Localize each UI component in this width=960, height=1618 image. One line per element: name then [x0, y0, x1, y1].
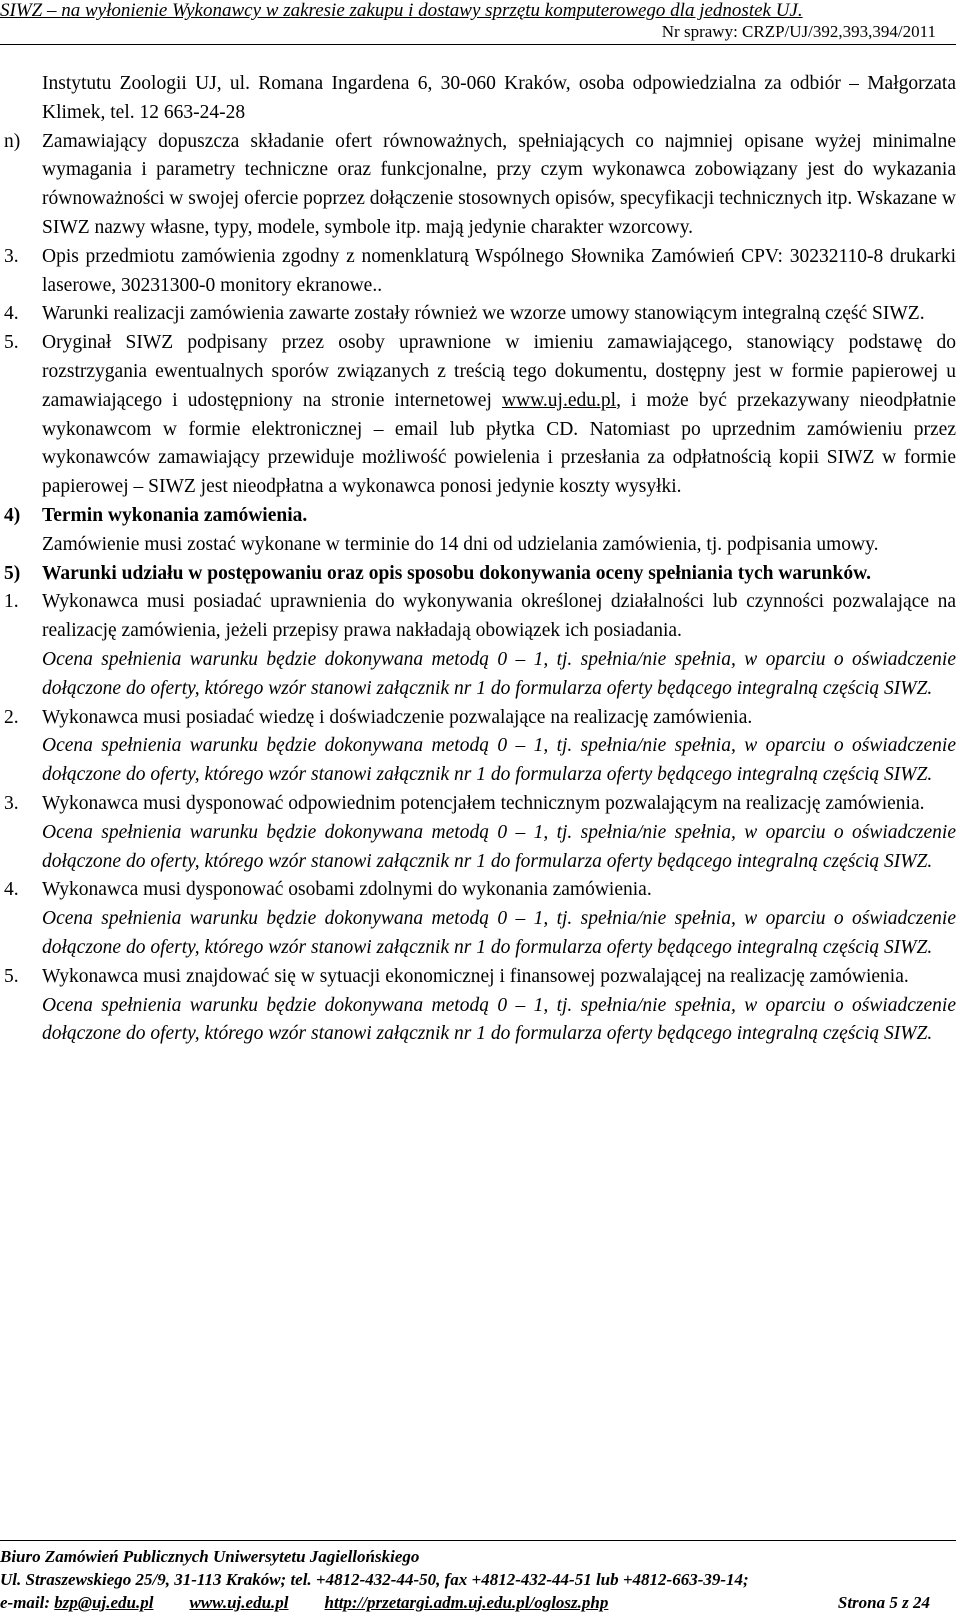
condition-1-assessment	[0, 646, 956, 704]
section-5-heading	[0, 560, 956, 589]
condition-text: Wykonawca musi posiadać uprawnienia do wykonywania określonej działalności lub czynności pozwalające na realizację zamówienia, jeżeli przepisy prawa nakładają obowiązek ich posiadania.	[42, 591, 956, 642]
email-link[interactable]: bzp@uj.edu.pl	[54, 1593, 154, 1612]
condition-5-assessment	[0, 992, 956, 1050]
footer-contacts	[0, 1592, 930, 1613]
item-text: Warunki realizacji zamówienia zawarte zostały również we wzorze umowy stanowiącym integralną część SIWZ.	[42, 303, 925, 325]
section-title: Warunki udziału w postępowaniu oraz opis sposobu dokonywania oceny spełniania tych warunków.	[42, 562, 871, 584]
condition-marker: 3.	[4, 792, 19, 814]
website-link[interactable]: www.uj.edu.pl	[189, 1593, 289, 1612]
email-label: e-mail:	[0, 1593, 55, 1612]
assessment-text: Ocena spełnienia warunku będzie dokonywana metodą 0 – 1, tj. spełnia/nie spełnia, w oparciu o oświadczenie dołączone do oferty, którego wzór stanowi załącznik nr 1 do formularza oferty będącego integralną częścią SIWZ.	[42, 735, 956, 786]
item-4	[0, 300, 956, 329]
section-title: Termin wykonania zamówienia.	[42, 504, 308, 526]
tenders-link[interactable]: http://przetargi.adm.uj.edu.pl/oglosz.php	[324, 1593, 609, 1612]
page-number: Strona 5 z 24	[837, 1593, 930, 1612]
item-marker: 4.	[4, 303, 19, 325]
item-marker: 5.	[4, 332, 19, 354]
item-n	[0, 128, 956, 243]
condition-text: Wykonawca musi posiadać wiedzę i doświadczenie pozwalające na realizację zamówienia.	[42, 706, 753, 728]
section-marker: 5)	[4, 562, 21, 584]
item-text-part-a: Oryginał SIWZ podpisany przez osoby uprawnione w imieniu zamawiającego, stanowiący podstawę do rozstrzygania ewentualnych sporów związanych z treścią tego dokumentu, dostępny jest w formie papierowej u zamawiającego i udostępniony na stronie internetowej	[42, 332, 956, 411]
condition-3-assessment	[0, 819, 956, 877]
section-4-text	[0, 531, 956, 560]
intro-text: Instytutu Zoologii UJ, ul. Romana Ingardena 6, 30-060 Kraków, osoba odpowiedzialna za odbiór – Małgorzata Klimek, tel. 12 663-24-28	[42, 73, 956, 123]
footer-organization: Biuro Zamówień Publicznych Uniwersytetu Jagiellońskiego	[0, 1547, 420, 1566]
condition-4	[0, 876, 956, 905]
condition-text: Wykonawca musi dysponować osobami zdolnymi do wykonania zamówienia.	[42, 879, 652, 901]
item-text: Opis przedmiotu zamówienia zgodny z nomenklaturą Wspólnego Słownika Zamówień CPV: 30232110-8 drukarki laserowe, 30231300-0 monitory ekranowe..	[42, 245, 956, 296]
footer-address: Ul. Straszewskiego 25/9, 31-113 Kraków; tel. +4812-432-44-50, fax +4812-432-44-51 lub +4812-663-39-14;	[0, 1570, 749, 1589]
document-header-title: SIWZ – na wyłonienie Wykonawcy w zakresie zakupu i dostawy sprzętu komputerowego dla jednostek UJ.	[0, 0, 803, 21]
assessment-text: Ocena spełnienia warunku będzie dokonywana metodą 0 – 1, tj. spełnia/nie spełnia, w oparciu o oświadczenie dołączone do oferty, którego wzór stanowi załącznik nr 1 do formularza oferty będącego integralną częścią SIWZ.	[42, 994, 956, 1045]
section-marker: 4)	[4, 504, 21, 526]
document-body	[0, 70, 956, 1049]
case-number: Nr sprawy: CRZP/UJ/392,393,394/2011	[661, 22, 936, 41]
condition-5	[0, 963, 956, 992]
condition-4-assessment	[0, 905, 956, 963]
item-text: Zamawiający dopuszcza składanie ofert równoważnych, spełniających co najmniej opisane wyżej minimalne wymagania i parametry techniczne oraz funkcjonalne, przy czym wykonawca zobowiązany jest do wykazania równoważności w swojej ofercie poprzez dołączenie stosownych opisów, specyfikacji technicznych itp. Wskazane w SIWZ nazwy własne, typy, modele, symbole itp. mają jedynie charakter wzorcowy.	[42, 130, 956, 238]
section-4-heading	[0, 502, 956, 531]
assessment-text: Ocena spełnienia warunku będzie dokonywana metodą 0 – 1, tj. spełnia/nie spełnia, w oparciu o oświadczenie dołączone do oferty, którego wzór stanowi załącznik nr 1 do formularza oferty będącego integralną częścią SIWZ.	[42, 648, 956, 699]
condition-marker: 1.	[4, 591, 19, 613]
item-text-part-b: , i może być przekazywany nieodpłatnie wykonawcom w formie elektronicznej – email lub płytka CD. Natomiast po uprzednim zamówieniu przez wykonawców zamawiający przewiduje możliwość powielenia i przesłania za odpłatnością kopii SIWZ w formie papierowej – SIWZ jest nieodpłatna a wykonawca ponosi jedynie koszty wysyłki.	[42, 389, 957, 498]
condition-text: Wykonawca musi znajdować się w sytuacji ekonomicznej i finansowej pozwalającej na realizację zamówienia.	[42, 965, 909, 987]
condition-2	[0, 704, 956, 733]
header-divider	[0, 44, 956, 45]
condition-3	[0, 790, 956, 819]
assessment-text: Ocena spełnienia warunku będzie dokonywana metodą 0 – 1, tj. spełnia/nie spełnia, w oparciu o oświadczenie dołączone do oferty, którego wzór stanowi załącznik nr 1 do formularza oferty będącego integralną częścią SIWZ.	[42, 908, 956, 958]
condition-marker: 2.	[4, 706, 19, 728]
item-5	[0, 329, 956, 502]
condition-1	[0, 588, 956, 646]
intro-paragraph	[0, 70, 956, 128]
section-text: Zamówienie musi zostać wykonane w terminie do 14 dni od udzielania zamówienia, tj. podpisania umowy.	[42, 533, 879, 555]
website-link[interactable]: www.uj.edu.pl	[501, 389, 617, 411]
footer-divider	[0, 1540, 956, 1541]
condition-marker: 4.	[4, 879, 19, 901]
item-marker: 3.	[4, 245, 19, 267]
assessment-text: Ocena spełnienia warunku będzie dokonywana metodą 0 – 1, tj. spełnia/nie spełnia, w oparciu o oświadczenie dołączone do oferty, którego wzór stanowi załącznik nr 1 do formularza oferty będącego integralną częścią SIWZ.	[42, 821, 956, 872]
item-marker: n)	[4, 130, 21, 152]
condition-2-assessment	[0, 732, 956, 790]
item-3	[0, 243, 956, 301]
condition-marker: 5.	[4, 965, 19, 987]
condition-text: Wykonawca musi dysponować odpowiednim potencjałem technicznym pozwalającym na realizację zamówienia.	[42, 792, 925, 814]
